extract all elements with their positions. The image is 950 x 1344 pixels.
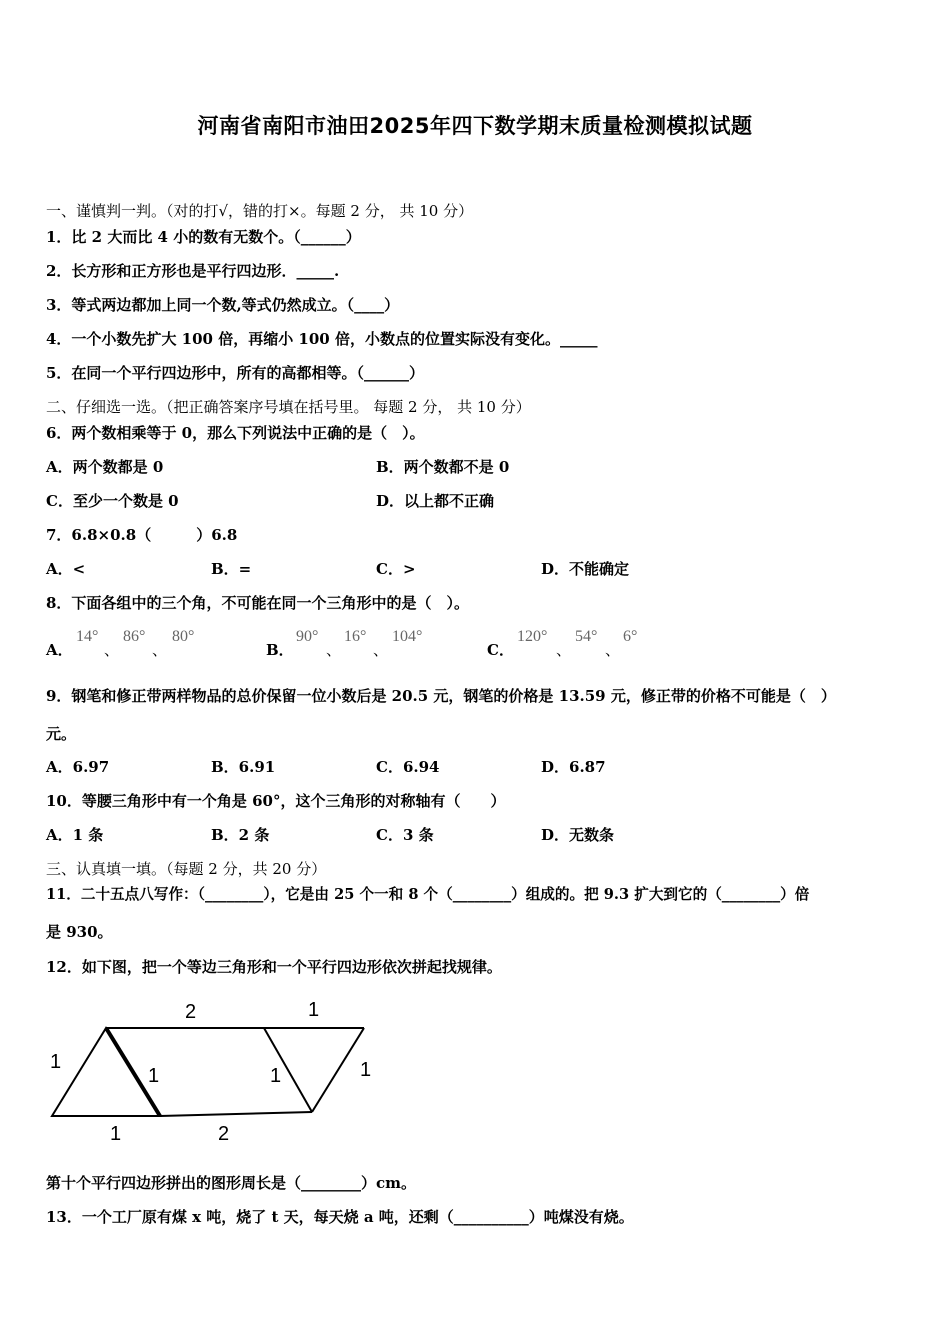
question-8: 8．下面各组中的三个角，不可能在同一个三角形中的是（ ）。 xyxy=(46,594,469,612)
section2-heading: 二、仔细选一选。（把正确答案序号填在括号里。 每题 2 分， 共 10 分） xyxy=(46,398,531,416)
q8-c-sep-2: 、 xyxy=(605,641,621,659)
figure-label-mid-left: 1 xyxy=(148,1065,160,1087)
question-2: 2．长方形和正方形也是平行四边形．_____. xyxy=(46,262,340,280)
q7-option-b: B．= xyxy=(211,560,252,578)
q8-c-angle-2: 54° xyxy=(575,628,598,645)
bottom-edge xyxy=(160,1112,312,1116)
q8-b-angle-3: 104° xyxy=(392,628,423,645)
q6-option-d: D．以上都不正确 xyxy=(376,492,495,510)
figure-label-bottom-left: 1 xyxy=(110,1123,122,1145)
q10-option-c: C．3 条 xyxy=(376,826,434,844)
figure-label-top-right: 1 xyxy=(308,999,320,1021)
q9-option-c: C．6.94 xyxy=(376,758,440,776)
q8-c-angle-3: 6° xyxy=(623,628,638,645)
question-11: 11．二十五点八写作：（________），它是由 25 个一和 8 个（________）组成的。把 9.3 扩大到它的（________）倍 xyxy=(46,886,810,903)
question-1: 1．比 2 大而比 4 小的数有无数个。（______） xyxy=(46,228,361,246)
q8-c-sep-1: 、 xyxy=(556,641,572,659)
q9-option-b: B．6.91 xyxy=(211,758,276,776)
q7-option-a: A．< xyxy=(46,560,86,578)
question-12-answer: 第十个平行四边形拼出的图形周长是（________）cm。 xyxy=(46,1174,417,1192)
q6-option-c: C．至少一个数是 0 xyxy=(46,492,179,510)
figure-label-mid-right: 1 xyxy=(270,1065,282,1087)
q7-option-c: C．> xyxy=(376,560,416,578)
question-9: 9．钢笔和修正带两样物品的总价保留一位小数后是 20.5 元，钢笔的价格是 13.59 元，修正带的价格不可能是（ ） xyxy=(46,687,836,705)
question-4: 4．一个小数先扩大 100 倍，再缩小 100 倍，小数点的位置实际没有变化。_____ xyxy=(46,330,598,348)
question-9-cont: 元。 xyxy=(46,725,77,743)
q8-a-sep-1: 、 xyxy=(104,641,120,659)
section3-heading: 三、认真填一填。（每题 2 分，共 20 分） xyxy=(46,860,327,878)
q6-option-b: B．两个数都不是 0 xyxy=(376,458,510,476)
q8-a-angle-2: 86° xyxy=(123,628,146,645)
question-11-cont: 是 930。 xyxy=(46,923,113,941)
q10-option-b: B．2 条 xyxy=(211,826,270,844)
q8-c-angle-1: 120° xyxy=(517,628,548,645)
figure-label-bottom-right: 2 xyxy=(218,1123,230,1145)
question-7: 7．6.8×0.8（ ）6.8 xyxy=(46,526,238,544)
figure-label-right: 1 xyxy=(360,1059,372,1081)
question-13: 13．一个工厂原有煤 x 吨，烧了 t 天，每天烧 a 吨，还剩（__________）吨煤没有烧。 xyxy=(46,1208,634,1226)
question-12: 12．如下图，把一个等边三角形和一个平行四边形依次拼起找规律。 xyxy=(46,958,502,976)
q8-a-angle-3: 80° xyxy=(172,628,195,645)
q8-b-angle-1: 90° xyxy=(296,628,319,645)
figure-label-left: 1 xyxy=(50,1051,62,1073)
q6-option-a: A．两个数都是 0 xyxy=(46,458,164,476)
q8-b-angle-2: 16° xyxy=(344,628,367,645)
q10-option-d: D．无数条 xyxy=(541,826,615,844)
q8-b-sep-2: 、 xyxy=(373,641,389,659)
q8-a-sep-2: 、 xyxy=(152,641,168,659)
q10-option-a: A．1 条 xyxy=(46,826,104,844)
q9-option-a: A．6.97 xyxy=(46,758,110,776)
page-title: 河南省南阳市油田2025年四下数学期末质量检测模拟试题 xyxy=(197,114,753,138)
q8-option-b-label: B． xyxy=(266,641,294,659)
triangle-parallelogram-figure xyxy=(40,990,380,1155)
question-10: 10．等腰三角形中有一个角是 60°，这个三角形的对称轴有（ ） xyxy=(46,792,506,810)
q7-option-d: D．不能确定 xyxy=(541,560,630,578)
right-edge xyxy=(312,1028,364,1112)
section1-heading: 一、谨慎判一判。（对的打√，错的打×。每题 2 分， 共 10 分） xyxy=(46,202,474,220)
q8-option-a-label: A． xyxy=(46,641,73,659)
q9-option-d: D．6.87 xyxy=(541,758,606,776)
figure-label-top-left: 2 xyxy=(185,1001,197,1023)
question-6: 6．两个数相乘等于 0，那么下列说法中正确的是（ ）。 xyxy=(46,424,425,442)
q8-b-sep-1: 、 xyxy=(326,641,342,659)
question-5: 5．在同一个平行四边形中，所有的高都相等。（______） xyxy=(46,364,424,382)
question-3: 3．等式两边都加上同一个数,等式仍然成立。（____） xyxy=(46,296,400,314)
left-triangle xyxy=(52,1028,160,1116)
q8-option-c-label: C． xyxy=(487,641,514,659)
q8-a-angle-1: 14° xyxy=(76,628,99,645)
